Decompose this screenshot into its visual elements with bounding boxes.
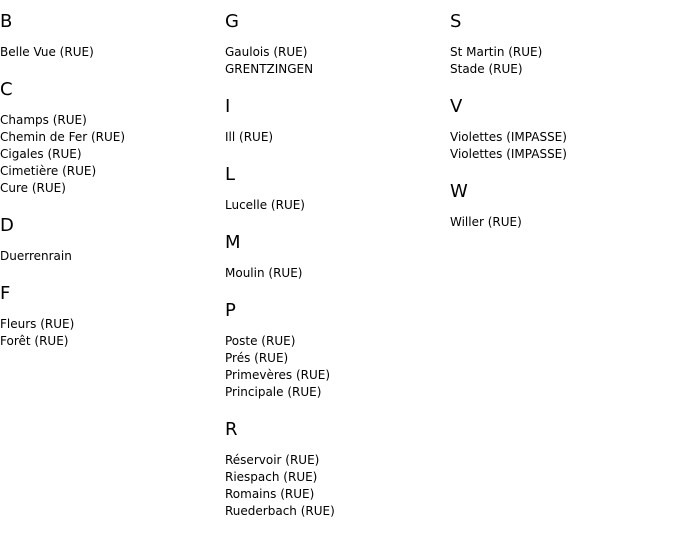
letter-heading: B: [0, 11, 13, 32]
letter-heading: S: [450, 11, 462, 32]
street-list: [0, 112, 225, 197]
letter-section-w: [450, 180, 675, 231]
street-link[interactable]: Poste (RUE): [225, 334, 296, 348]
street-link[interactable]: Moulin (RUE): [225, 266, 303, 280]
street-list: [225, 197, 450, 214]
letter-section-b: [0, 10, 225, 61]
letter-heading: L: [225, 164, 236, 185]
letter-section-p: [225, 299, 450, 401]
letter-heading: P: [225, 300, 236, 321]
street-list: [225, 452, 450, 520]
street-link[interactable]: Violettes (IMPASSE): [450, 147, 567, 161]
street-link[interactable]: Riespach (RUE): [225, 470, 318, 484]
letter-section-c: [0, 78, 225, 197]
street-link[interactable]: Ill (RUE): [225, 130, 274, 144]
letter-heading: M: [225, 232, 241, 253]
street-link[interactable]: Fleurs (RUE): [0, 317, 75, 331]
street-list: [225, 44, 450, 78]
letter-heading: C: [0, 79, 13, 100]
street-list: [0, 316, 225, 350]
street-link[interactable]: Cure (RUE): [0, 181, 66, 195]
street-link[interactable]: Romains (RUE): [225, 487, 315, 501]
letter-section-d: [0, 214, 225, 265]
street-link[interactable]: Réservoir (RUE): [225, 453, 320, 467]
letter-section-l: [225, 163, 450, 214]
letter-heading: W: [450, 181, 468, 202]
index-column-3: [450, 10, 675, 248]
letter-heading: G: [225, 11, 239, 32]
letter-section-f: [0, 282, 225, 350]
street-list: [450, 44, 675, 78]
letter-heading: I: [225, 96, 231, 117]
letter-heading: F: [0, 283, 11, 304]
street-link[interactable]: Violettes (IMPASSE): [450, 130, 567, 144]
street-link[interactable]: Gaulois (RUE): [225, 45, 308, 59]
street-list: [225, 333, 450, 401]
street-list: [225, 129, 450, 146]
street-link[interactable]: Prés (RUE): [225, 351, 289, 365]
street-link[interactable]: Cimetière (RUE): [0, 164, 97, 178]
street-list: [450, 214, 675, 231]
street-link[interactable]: Principale (RUE): [225, 385, 322, 399]
street-link[interactable]: Willer (RUE): [450, 215, 522, 229]
letter-heading: D: [0, 215, 14, 236]
letter-section-m: [225, 231, 450, 282]
street-link[interactable]: St Martin (RUE): [450, 45, 543, 59]
street-link[interactable]: Chemin de Fer (RUE): [0, 130, 126, 144]
street-link[interactable]: Cigales (RUE): [0, 147, 82, 161]
street-list: [450, 129, 675, 163]
street-link[interactable]: Stade (RUE): [450, 62, 523, 76]
street-link[interactable]: Duerrenrain: [0, 249, 72, 263]
letter-section-v: [450, 95, 675, 163]
street-list: [0, 44, 225, 61]
street-link[interactable]: Ruederbach (RUE): [225, 504, 335, 518]
letter-section-i: [225, 95, 450, 146]
index-column-1: [0, 10, 225, 367]
street-link[interactable]: Forêt (RUE): [0, 334, 69, 348]
street-link[interactable]: Primevères (RUE): [225, 368, 331, 382]
letter-heading: R: [225, 419, 238, 440]
street-link[interactable]: Lucelle (RUE): [225, 198, 305, 212]
letter-section-s: [450, 10, 675, 78]
index-column-2: [225, 10, 450, 537]
letter-heading: V: [450, 96, 463, 117]
street-link[interactable]: GRENTZINGEN: [225, 62, 314, 76]
street-link[interactable]: Champs (RUE): [0, 113, 87, 127]
letter-section-g: [225, 10, 450, 78]
street-link[interactable]: Belle Vue (RUE): [0, 45, 94, 59]
street-list: [0, 248, 225, 265]
letter-section-r: [225, 418, 450, 520]
street-list: [225, 265, 450, 282]
